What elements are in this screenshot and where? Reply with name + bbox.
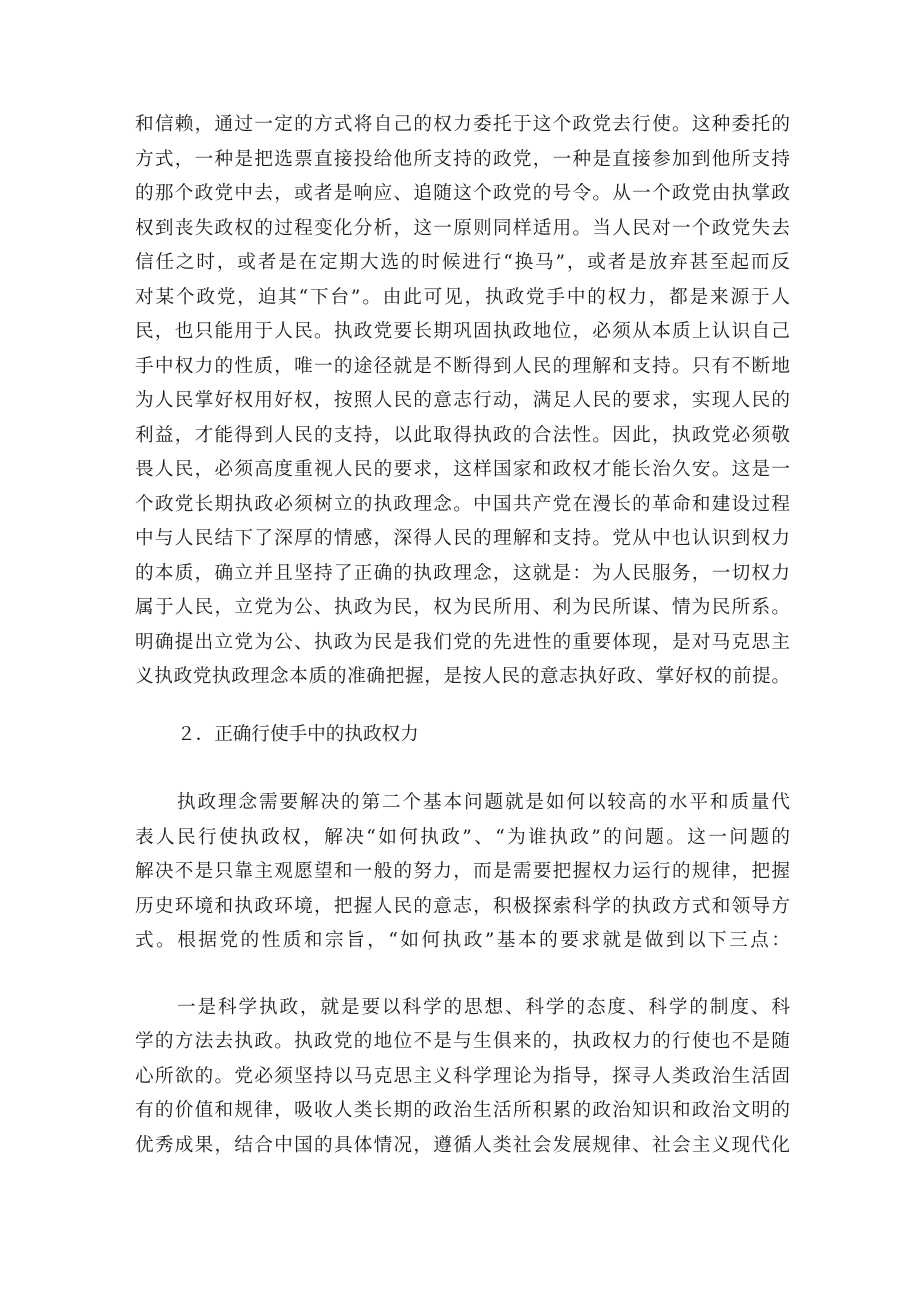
paragraph-line: 历史环境和执政环境，把握人民的意志，积极探索科学的执政方式和领导方 <box>135 895 790 917</box>
section-heading: ２．正确行使手中的执政权力 <box>177 723 419 745</box>
paragraph-line: 有的价值和规律，吸收人类长期的政治生活所积累的政治知识和政治文明的 <box>135 1100 790 1121</box>
paragraph-line: 执政理念需要解决的第二个基本问题就是如何以较高的水平和质量代 <box>177 792 790 813</box>
paragraph-line: 心所欲的。党必须坚持以马克思主义科学理论为指导，探寻人类政治生活固 <box>135 1065 790 1087</box>
paragraph-line: 畏人民，必须高度重视人民的要求，这样国家和政权才能长治久安。这是一 <box>135 459 790 480</box>
document-body <box>135 108 790 1163</box>
spacer <box>135 959 790 991</box>
paragraph-line: 学的方法去执政。执政党的地位不是与生俱来的，执政权力的行使也不是随 <box>135 1031 790 1052</box>
paragraph-line: 为人民掌好权用好权，按照人民的意志行动，满足人民的要求，实现人民的 <box>135 390 790 411</box>
paragraph-line: 权到丧失政权的过程变化分析，这一原则同样适用。当人民对一个政党失去 <box>135 217 790 239</box>
paragraph-line: 中与人民结下了深厚的情感，深得人民的理解和支持。党从中也认识到权力 <box>135 528 790 549</box>
paragraph-line: 义执政党执政理念本质的准确把握，是按人民的意志执好政、掌好权的前提。 <box>135 666 790 687</box>
paragraph-line: 信任之时，或者是在定期大选的时候进行“换马”，或者是放弃甚至起而反 <box>135 252 790 273</box>
paragraph-line: 和信赖，通过一定的方式将自己的权力委托于这个政党去行使。这种委托的 <box>135 114 790 135</box>
paragraph-line: 一是科学执政，就是要以科学的思想、科学的态度、科学的制度、科 <box>177 996 790 1018</box>
paragraph-line: 个政党长期执政必须树立的执政理念。中国共产党在漫长的革命和建设过程 <box>135 493 790 515</box>
paragraph-line: 的本质，确立并且坚持了正确的执政理念，这就是：为人民服务，一切权力 <box>135 562 790 584</box>
paragraph-line: 解决不是只靠主观愿望和一般的努力，而是需要把握权力运行的规律，把握 <box>135 861 790 882</box>
paragraph-line: 明确提出立党为公、执政为民是我们党的先进性的重要体现，是对马克思主 <box>135 631 790 653</box>
paragraph-line: 的那个政党中去，或者是响应、追随这个政党的号令。从一个政党由执掌政 <box>135 183 790 204</box>
paragraph-line: 优秀成果，结合中国的具体情况，遵循人类社会发展规律、社会主义现代化 <box>135 1134 790 1156</box>
paragraph-2 <box>135 786 790 959</box>
paragraph-line: 手中权力的性质，唯一的途径就是不断得到人民的理解和支持。只有不断地 <box>135 355 790 377</box>
spacer <box>135 752 790 786</box>
paragraph-line: 民，也只能用于人民。执政党要长期巩固执政地位，必须从本质上认识自己 <box>135 321 790 342</box>
paragraph-line: 属于人民，立党为公、执政为民，权为民所用、利为民所谋、情为民所系。 <box>135 597 790 618</box>
paragraph-line: 式。根据党的性质和宗旨，“如何执政”基本的要求就是做到以下三点： <box>135 930 790 951</box>
paragraph-line: 利益，才能得到人民的支持，以此取得执政的合法性。因此，执政党必须敬 <box>135 424 790 446</box>
paragraph-1 <box>135 108 790 695</box>
paragraph-line: 表人民行使执政权，解决“如何执政”、“为谁执政”的问题。这一问题的 <box>135 826 790 848</box>
paragraph-line: 方式，一种是把选票直接投给他所支持的政党，一种是直接参加到他所支持 <box>135 148 790 170</box>
paragraph-3 <box>135 991 790 1164</box>
spacer <box>135 695 790 718</box>
paragraph-line: 对某个政党，迫其“下台”。由此可见，执政党手中的权力，都是来源于人 <box>135 286 790 308</box>
